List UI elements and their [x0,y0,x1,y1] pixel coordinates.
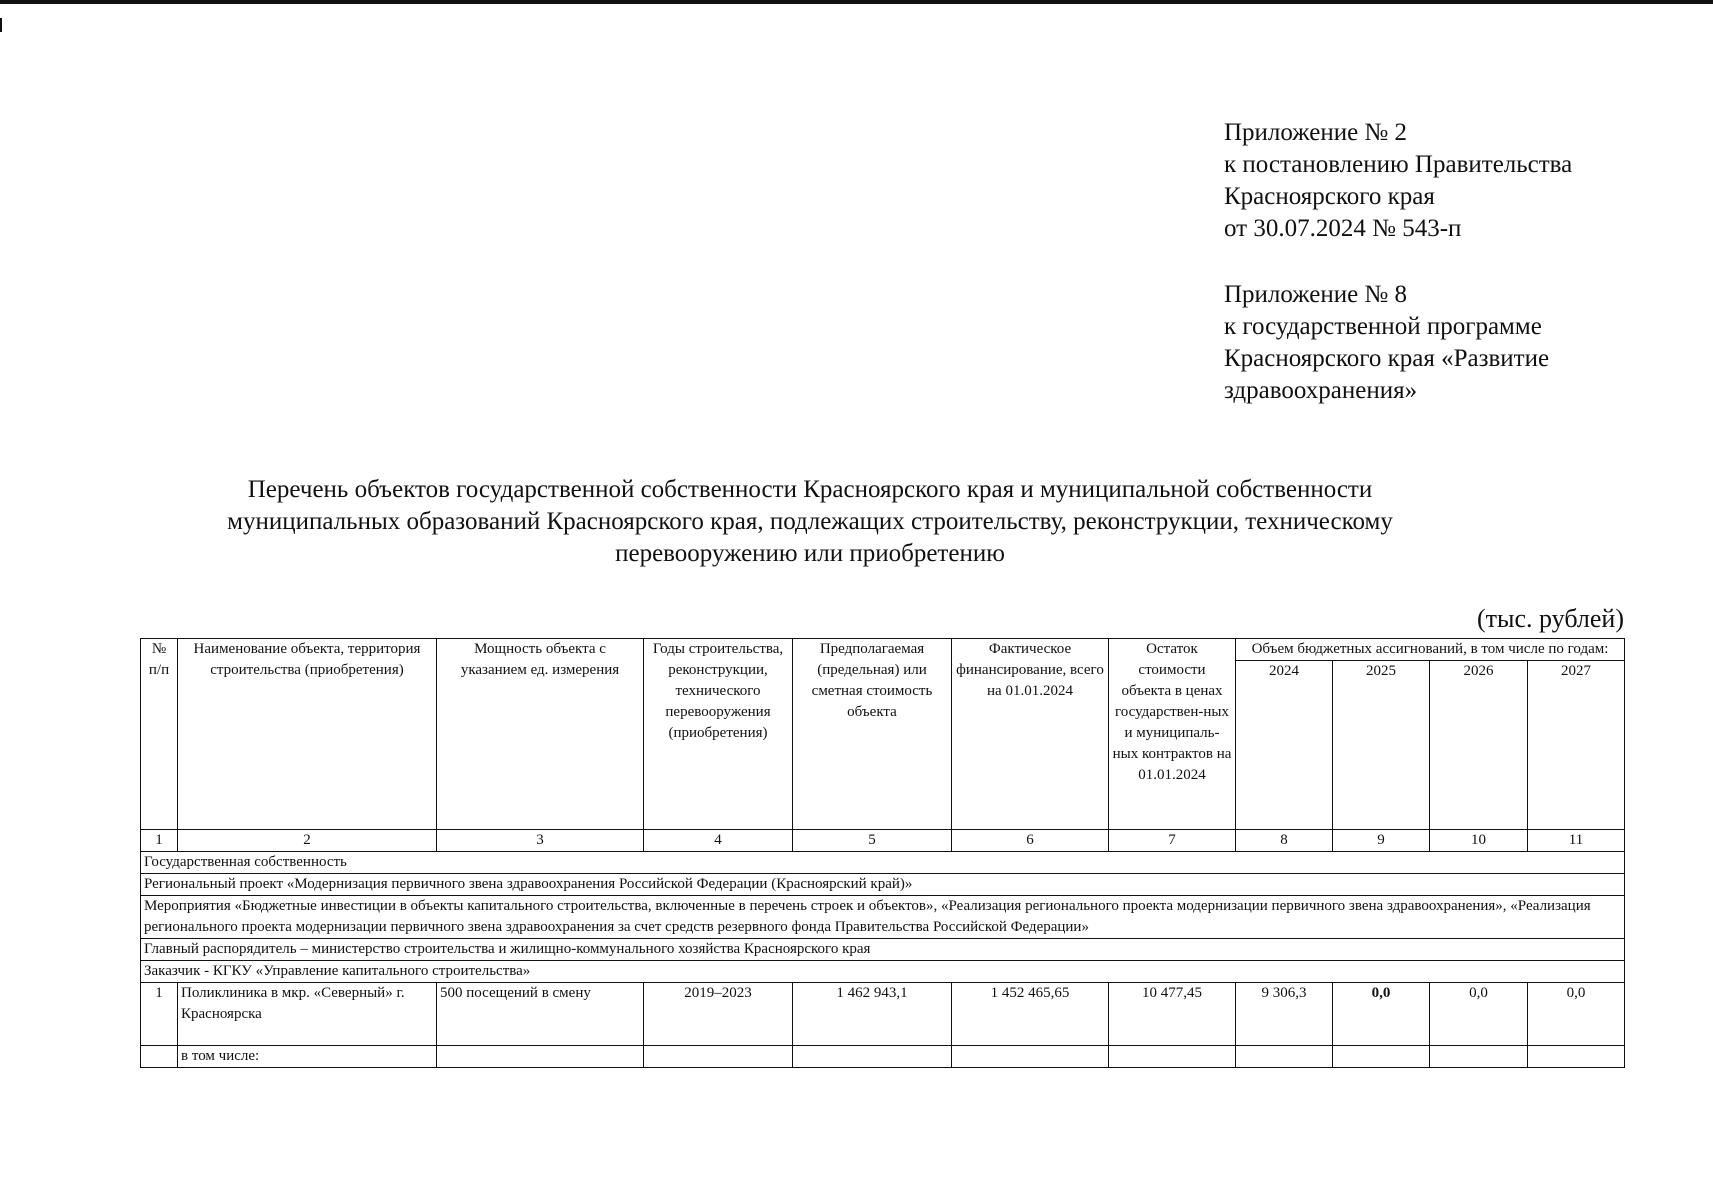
cell-empty [1333,1046,1430,1068]
cell-2025: 0,0 [1333,983,1430,1046]
column-number: 10 [1430,830,1528,852]
title-line: Перечень объектов государственной собственности Красноярского края и муниципальной собственности [247,476,1373,503]
section-label: Мероприятия «Бюджетные инвестиции в объекты капитального строительства, включенные в перечень строек и объектов», «Реализация регионального проекта модернизации первичного звена здравоохранения», «Реализация регионального проекта модернизации первичного звена здравоохранения за счет средств резервного фонда Правительства Российской Федерации» [141,896,1625,939]
column-number: 4 [644,830,793,852]
cell-empty [437,1046,644,1068]
header-remainder: Остаток стоимости объекта в ценах государствен-ных и муниципаль-ных контрактов на 01.01.2024 [1109,639,1236,830]
header-year-2024: 2024 [1236,661,1333,830]
cell-2027: 0,0 [1528,983,1625,1046]
objects-table [140,638,1625,1068]
appendix-line: от 30.07.2024 № 543-п [1224,215,1462,242]
cell-estimated-cost: 1 462 943,1 [793,983,952,1046]
header-years: Годы строительства, реконструкции, технического перевооружения (приобретения) [644,639,793,830]
header-budget-group: Объем бюджетных ассигнований, в том числе по годам: [1236,639,1625,661]
cell-empty [141,1046,178,1068]
header-row [141,639,1625,661]
cell-empty [952,1046,1109,1068]
section-row [141,961,1625,983]
cell-actual-funding: 1 452 465,65 [952,983,1109,1046]
section-row [141,939,1625,961]
cell-empty [1430,1046,1528,1068]
header-actual-funding: Фактическое финансирование, всего на 01.01.2024 [952,639,1109,830]
column-number: 5 [793,830,952,852]
section-label: Государственная собственность [141,852,1625,874]
cell-2024: 9 306,3 [1236,983,1333,1046]
header-capacity: Мощность объекта с указанием ед. измерения [437,639,644,830]
column-number: 9 [1333,830,1430,852]
cell-years: 2019–2023 [644,983,793,1046]
table-row [141,983,1625,1046]
cell-capacity: 500 посещений в смену [437,983,644,1046]
cell-remainder: 10 477,45 [1109,983,1236,1046]
section-row [141,896,1625,939]
cell-name: Поликлиника в мкр. «Северный» г. Красноярска [178,983,437,1046]
appendix-line: к государственной программе [1224,313,1542,340]
appendix-line: Красноярского края [1224,183,1435,210]
header-year-2025: 2025 [1333,661,1430,830]
section-label: Заказчик - КГКУ «Управление капитального строительства» [141,961,1625,983]
column-number: 7 [1109,830,1236,852]
cell-empty [1528,1046,1625,1068]
appendix-8-reference [1224,279,1704,407]
cell-empty [644,1046,793,1068]
column-number-row [141,830,1625,852]
column-number: 8 [1236,830,1333,852]
cell-sub-label: в том числе: [178,1046,437,1068]
column-number: 2 [178,830,437,852]
cell-empty [1109,1046,1236,1068]
section-row [141,874,1625,896]
appendix-line: Приложение № 2 [1224,119,1408,146]
section-row [141,852,1625,874]
section-label: Главный распорядитель – министерство строительства и жилищно-коммунального хозяйства Красноярского края [141,939,1625,961]
appendix-line: Приложение № 8 [1224,281,1408,308]
header-year-2027: 2027 [1528,661,1625,830]
appendix-2-reference [1224,117,1704,245]
cell-empty [1236,1046,1333,1068]
cell-empty [793,1046,952,1068]
table-row [141,1046,1625,1068]
column-number: 6 [952,830,1109,852]
document-title [150,474,1470,570]
cell-2026: 0,0 [1430,983,1528,1046]
column-number: 1 [141,830,178,852]
units-label: (тыс. рублей) [1476,604,1624,633]
column-number: 3 [437,830,644,852]
title-line: перевооружению или приобретению [615,540,1005,567]
appendix-line: Красноярского края «Развитие [1224,345,1550,372]
top-scan-border [0,0,1713,4]
header-year-2026: 2026 [1430,661,1528,830]
appendix-line: здравоохранения» [1224,377,1418,404]
section-label: Региональный проект «Модернизация первичного звена здравоохранения Российской Федерации (Красноярский край)» [141,874,1625,896]
header-estimated-cost: Предполагаемая (предельная) или сметная стоимость объекта [793,639,952,830]
title-line: муниципальных образований Красноярского края, подлежащих строительству, реконструкции, техническому [227,508,1393,535]
appendix-line: к постановлению Правительства [1224,151,1573,178]
scan-corner-mark [0,18,2,32]
column-number: 11 [1528,830,1625,852]
header-num: № п/п [141,639,178,830]
cell-num: 1 [141,983,178,1046]
header-name: Наименование объекта, территория строительства (приобретения) [178,639,437,830]
